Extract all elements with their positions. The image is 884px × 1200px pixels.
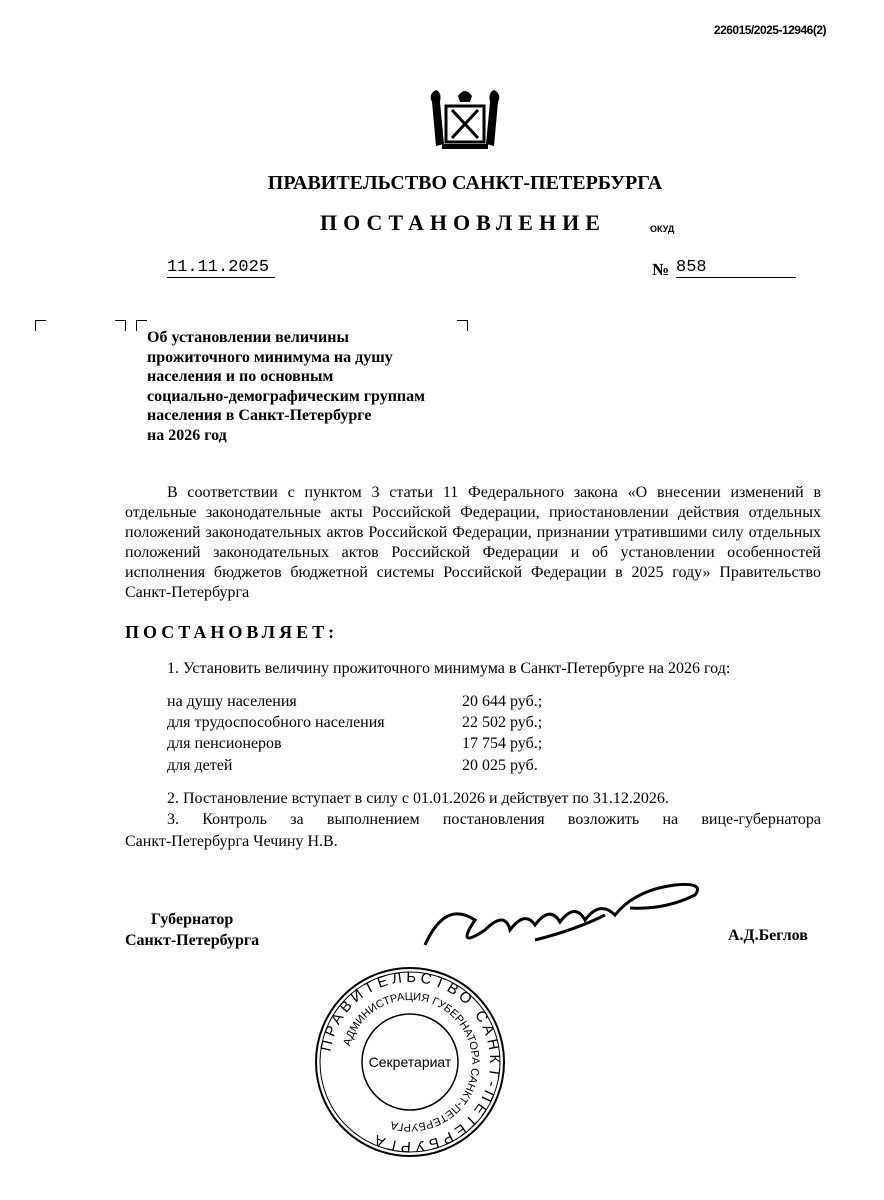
corner-mark [115, 320, 126, 331]
item-3-continued: Санкт-Петербурга Чечину Н.В. [125, 833, 338, 850]
subject-line: населения в Санкт-Петербурге [147, 407, 372, 425]
subject-line: Об установлении величины [147, 329, 349, 346]
item-2: 2. Постановление вступает в силу с 01.01.2026 и действует по 31.12.2026. [167, 790, 669, 807]
minimum-label: на душу населения [167, 693, 297, 710]
signatory-name: А.Д.Беглов [728, 927, 808, 944]
number-label: № [652, 260, 670, 279]
item-1: 1. Установить величину прожиточного минимума в Санкт-Петербурге на 2026 год: [167, 660, 731, 677]
minimum-label: для трудоспособного населения [167, 714, 385, 731]
document-type: ПОСТАНОВЛЕНИЕ [320, 210, 606, 235]
corner-mark [136, 320, 147, 331]
subject-line: населения и по основным [147, 368, 334, 386]
resolves-heading: ПОСТАНОВЛЯЕТ: [125, 622, 339, 642]
subject-line: на 2026 год [147, 426, 227, 444]
document-date: 11.11.2025 [167, 258, 275, 278]
signatory-position [125, 909, 259, 951]
minimum-label: для пенсионеров [167, 735, 282, 752]
handwritten-signature [415, 870, 715, 960]
minimum-row [167, 693, 543, 711]
coat-of-arms-emblem [428, 84, 502, 154]
minimum-value: 20 644 руб.; [462, 693, 543, 710]
minimum-row [167, 735, 543, 753]
stamp-inner-text: АДМИНИСТРАЦИЯ ГУБЕРНАТОРА САНКТ-ПЕТЕРБУРГА [341, 990, 482, 1134]
stamp-center-text: Секретариат [368, 1054, 452, 1070]
subject-line: социально-демографическим группам [147, 387, 426, 405]
item-3: 3. Контроль за выполнением постановления возложить на вице-губернатора [167, 811, 821, 828]
minimum-row [167, 714, 543, 732]
minimum-label: для детей [167, 757, 233, 774]
position-line: Губернатор [150, 911, 234, 928]
corner-mark [457, 320, 468, 331]
minimum-value: 17 754 руб.; [462, 735, 543, 752]
minimum-row [167, 757, 538, 775]
minimum-value: 20 025 руб. [462, 757, 538, 774]
minimum-value: 22 502 руб.; [462, 714, 543, 731]
authority-title: ПРАВИТЕЛЬСТВО САНКТ-ПЕТЕРБУРГА [267, 172, 663, 194]
position-line: Санкт-Петербурга [125, 932, 260, 949]
corner-mark [35, 320, 46, 331]
stamp-outer-text: ПРАВИТЕЛЬСТВО САНКТ-ПЕТЕРБУРГА [317, 968, 504, 1156]
official-stamp [313, 965, 507, 1159]
subject-line: прожиточного минимума на душу [147, 348, 393, 366]
document-number: 858 [676, 258, 796, 278]
registration-number: 226015/2025-12946(2) [713, 23, 826, 37]
okud-label: ОКУД [650, 224, 675, 234]
preamble-paragraph: В соответствии с пунктом 3 статьи 11 Федерального закона «О внесении изменений в отдельные законодательные акты Российской Федерации, приостановлении действия отдельных положений законодательных актов Российской Федерации, признании утратившими силу отдельных положений законодательных актов Российской Федерации и об установлении особенностей исполнения бюджетов бюджетной системы Российской Федерации в 2025 году» Правительство Санкт-Петербурга [125, 484, 821, 601]
document-subject [147, 328, 425, 446]
